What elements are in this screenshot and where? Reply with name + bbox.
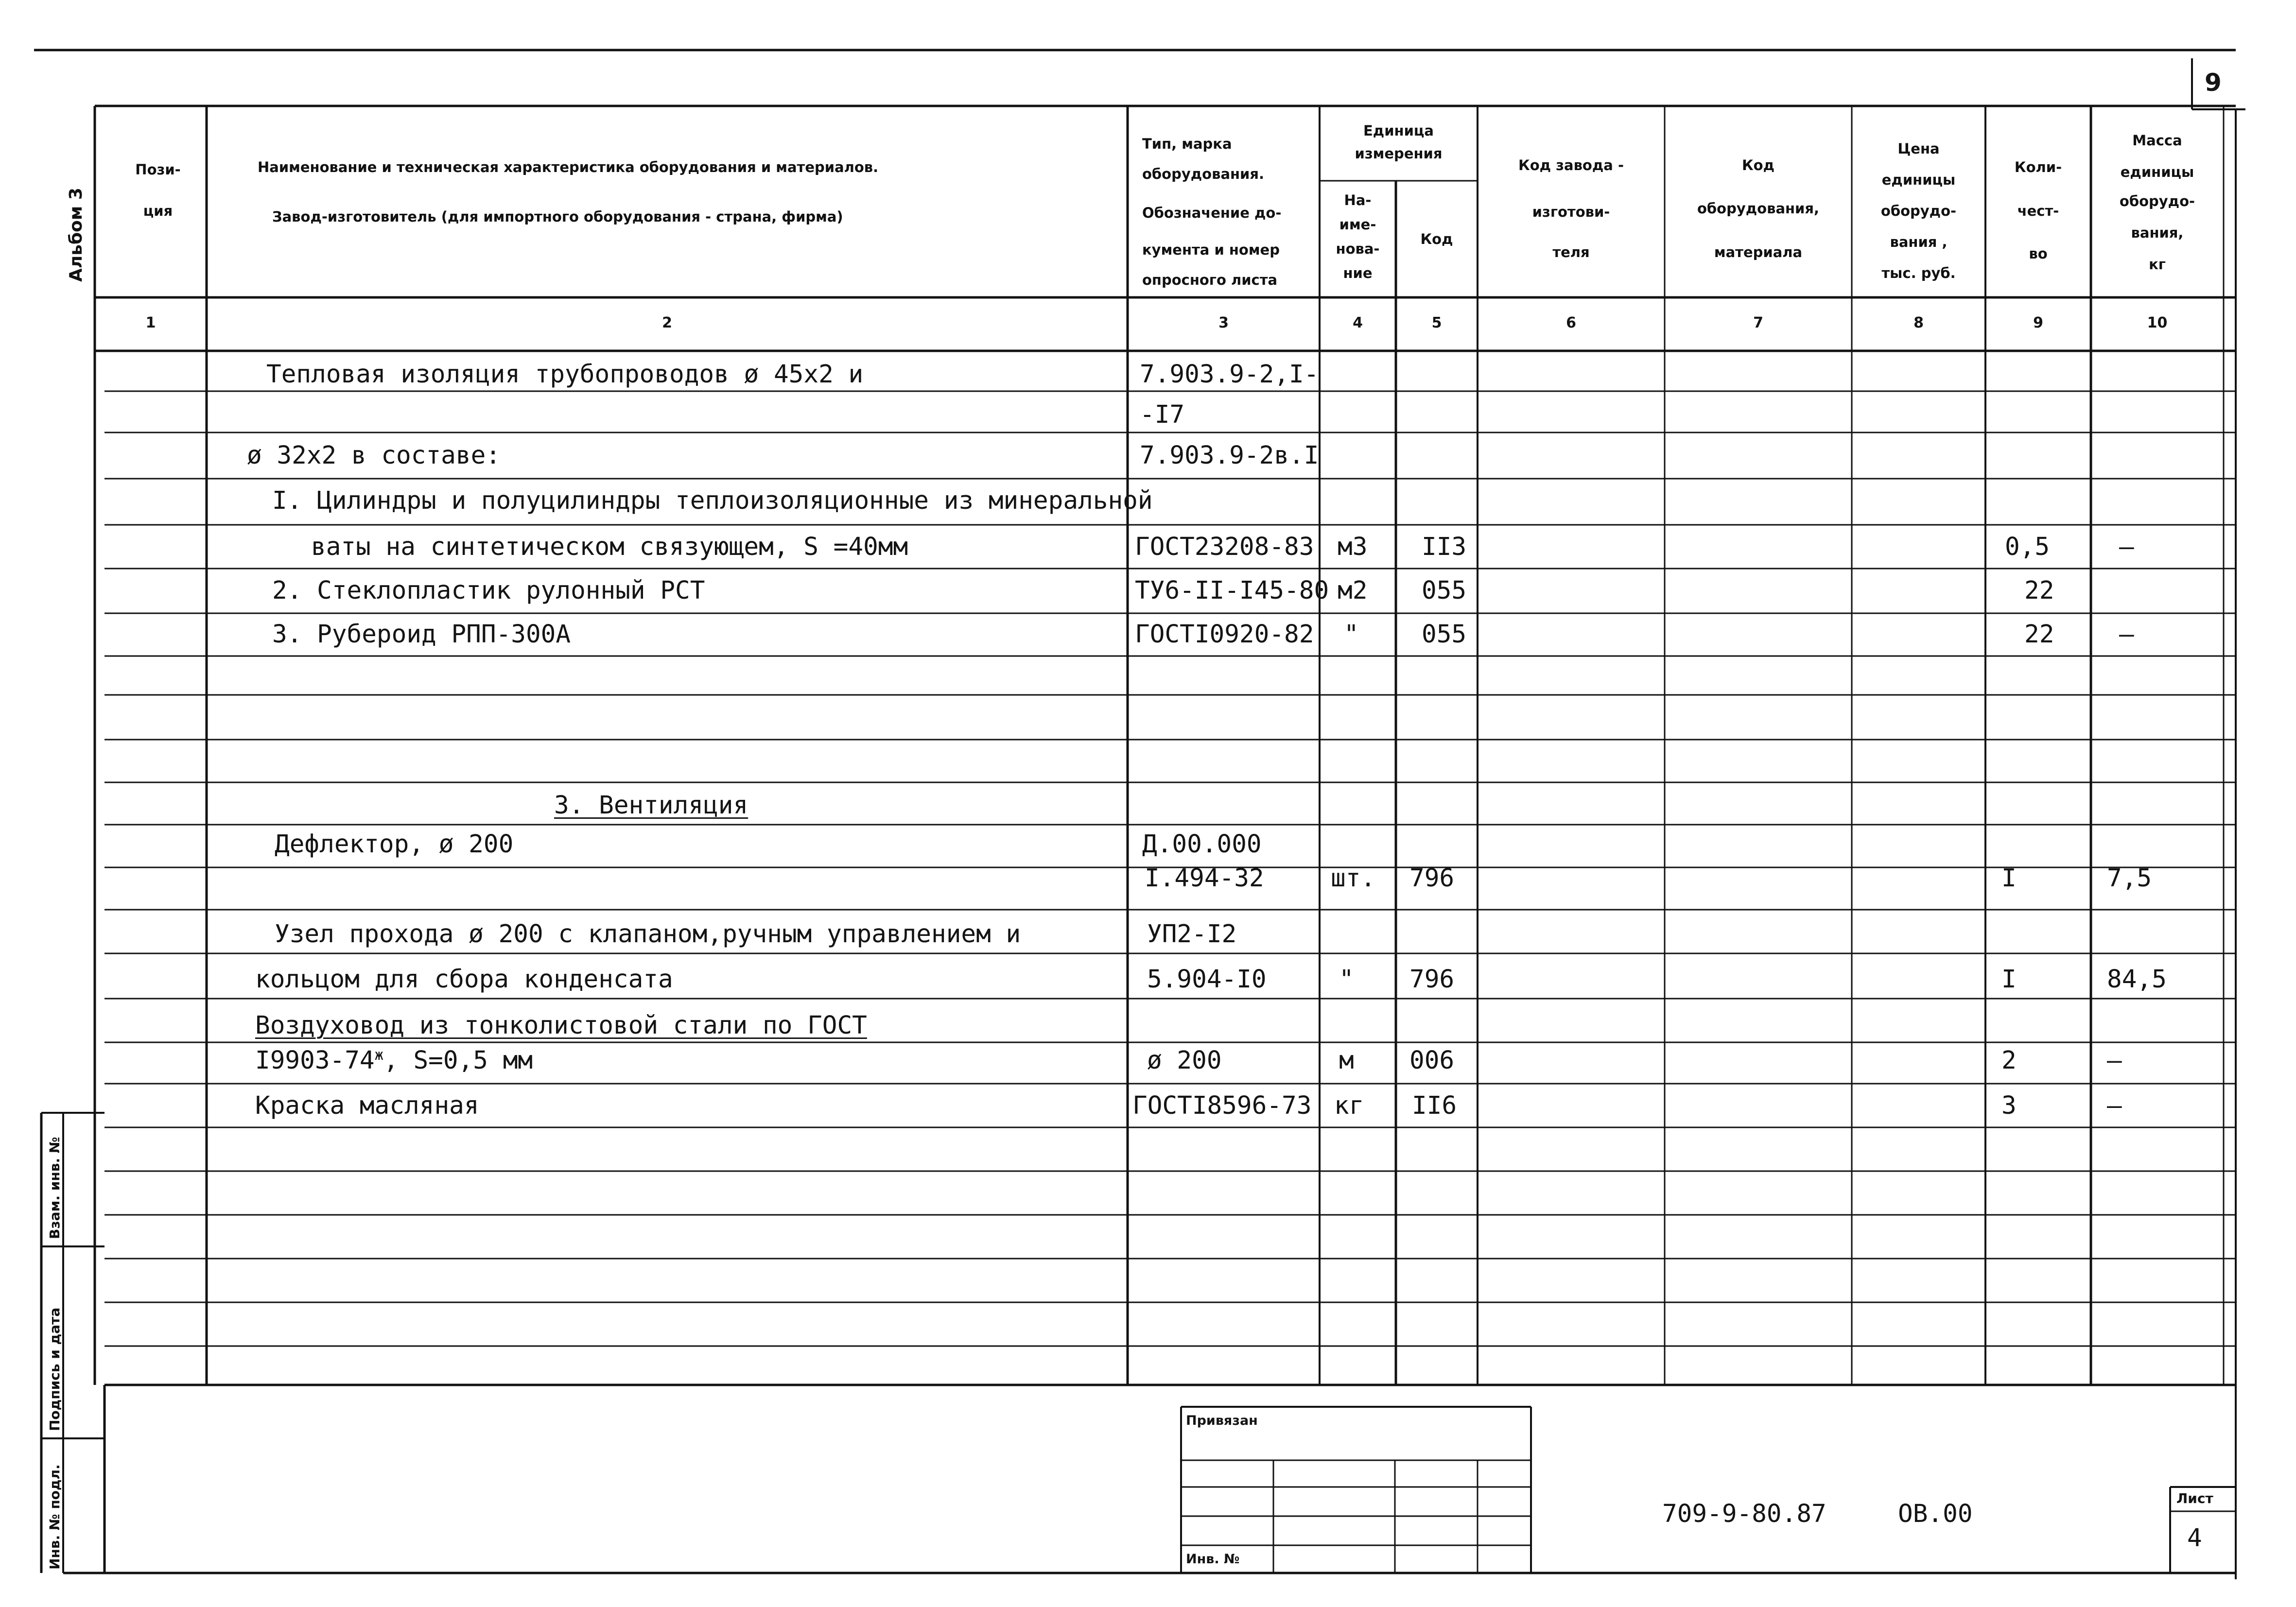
row2-6-type: ø 200 [1147,1046,1222,1075]
header-type-l2: оборудования. [1142,166,1265,182]
colnum-10: 10 [2147,314,2168,331]
header-name-l2: Завод-изготовитель (для импортного оборудования - страна, фирма) [272,208,843,225]
row2-4-qty: I [2001,965,2017,994]
row2-6-name: I9903-74 [255,1046,375,1075]
row2-7-unit: кг [1334,1091,1364,1120]
row-6-unit: м2 [1338,576,1368,605]
row-6-qty: 22 [2024,576,2054,605]
header-unit-code: Код [1420,231,1453,247]
colnum-2: 2 [662,314,672,331]
row-5-qty: 0,5 [2005,533,2050,561]
header-factory-l2: изготови- [1532,204,1610,220]
row2-2-qty: I [2001,864,2017,893]
header-unit-name-l3: нова- [1336,241,1380,257]
row-2-type: -I7 [1140,400,1185,429]
row-5-code: II3 [1422,533,1467,561]
colnum-5: 5 [1431,314,1442,331]
header-type-l5: опросного листа [1142,272,1278,288]
header-equipment-l2: оборудования, [1697,200,1820,217]
row-3-name: ø 32х2 в составе: [247,441,501,470]
colnum-3: 3 [1218,314,1229,331]
header-equipment-l1: Код [1741,157,1775,173]
side-signature-date: Подпись и дата [47,1307,63,1431]
header-unit-name-l2: име- [1339,216,1376,233]
header-price-l2: единицы [1881,172,1956,188]
row2-7-code: II6 [1412,1091,1457,1120]
stamp-doc-code: 709-9-80.87 [1662,1500,1826,1528]
header-price-l3: оборудо- [1880,203,1957,219]
stamp-bound: Привязан [1186,1413,1258,1428]
header-price-l4: вания , [1890,234,1948,250]
row2-6-name-sup: ж [374,1047,384,1064]
header-qty-l1: Коли- [2014,159,2062,175]
row2-4-name: кольцом для сбора конденсата [255,965,673,994]
row2-2-mass: 7,5 [2107,864,2152,893]
row-7-type: ГОСТI0920-82 [1135,620,1314,649]
row-7-code: 055 [1422,620,1467,649]
header-mass-l1: Масса [2132,132,2182,149]
header-equipment-l3: материала [1714,244,1803,260]
colnum-4: 4 [1353,314,1363,331]
side-inv-original: Инв. № подл. [47,1464,63,1570]
header-qty-l3: во [2029,245,2048,262]
row-5-type: ГОСТ23208-83 [1135,533,1314,561]
colnum-8: 8 [1913,314,1924,331]
row2-6-name-tail: , S=0,5 мм [383,1046,533,1075]
colnum-6: 6 [1566,314,1576,331]
row2-2-code: 796 [1409,864,1455,893]
row-3-type: 7.903.9-2в.I [1140,441,1319,470]
row2-6-qty: 2 [2001,1046,2017,1075]
page-number: 9 [2205,69,2222,97]
header-mass-l2: единицы [2120,164,2194,180]
row2-3-name: Узел прохода ø 200 с клапаном,ручным управлением и [275,920,1021,949]
header-price-l5: тыс. руб. [1881,265,1956,281]
header-position-l2: ция [143,203,173,219]
row2-6-name-wrap [255,1048,533,1073]
row-7-name: 3. Рубероид РПП-300А [272,620,571,649]
row2-5-name: Воздуховод из тонколистовой стали по ГОСТ [255,1011,867,1040]
row-1-type: 7.903.9-2,I- [1140,360,1319,389]
row2-4-unit: " [1339,965,1354,994]
row2-7-qty: 3 [2001,1091,2017,1120]
row-6-type: ТУ6-II-I45-80 [1135,576,1329,605]
row2-4-mass: 84,5 [2107,965,2167,994]
album-label: Альбом 3 [66,188,86,282]
stamp-sheet-label: Лист [2176,1490,2213,1506]
header-position-l1: Пози- [135,161,181,178]
stamp-doc-suffix: ОВ.00 [1898,1500,1973,1528]
side-replaced-inv: Взам. инв. № [47,1137,63,1239]
header-mass-l3: оборудо- [2119,193,2195,209]
row2-6-mass: – [2107,1046,2122,1075]
row-7-unit: " [1344,620,1359,649]
header-factory-l3: теля [1552,244,1590,260]
header-name-l1: Наименование и техническая характеристика оборудования и материалов. [258,159,879,175]
colnum-7: 7 [1753,314,1763,331]
colnum-9: 9 [2033,314,2043,331]
row-4-name: I. Цилиндры и полуцилиндры теплоизоляционные из минеральной [272,486,1153,515]
row-6-name: 2. Стеклопластик рулонный РСТ [272,576,705,605]
header-unit-l1: Единица [1363,122,1434,139]
row-5-name: ваты на синтетическом связующем, S =40мм [311,533,908,561]
row2-7-type: ГОСТI8596-73 [1132,1091,1312,1120]
header-mass-l4: вания, [2131,225,2184,241]
header-factory-l1: Код завода - [1518,157,1624,173]
row2-2-unit: шт. [1331,864,1376,893]
row2-1-type: Д.00.000 [1142,830,1262,859]
row-7-qty: 22 [2024,620,2054,649]
header-qty-l2: чест- [2017,203,2059,219]
row2-2-type: I.494-32 [1145,864,1264,893]
row2-6-unit: м [1339,1046,1354,1075]
row2-3-type: УП2-I2 [1147,920,1237,949]
row2-4-code: 796 [1409,965,1455,994]
header-type-l1: Тип, марка [1142,136,1232,152]
header-unit-name-l1: На- [1344,192,1372,208]
row-1-name: Тепловая изоляция трубопроводов ø 45х2 и [266,360,864,389]
row2-6-code: 006 [1409,1046,1455,1075]
row2-1-name: Дефлектор, ø 200 [275,830,514,859]
stamp-sheet-number: 4 [2187,1524,2202,1553]
section-title: 3. Вентиляция [554,791,748,820]
header-type-l4: кумента и номер [1142,242,1280,258]
row-5-unit: м3 [1338,533,1368,561]
header-type-l3: Обозначение до- [1142,205,1282,221]
header-unit-name-l4: ние [1343,265,1373,281]
colnum-1: 1 [145,314,156,331]
row2-7-name: Краска масляная [255,1091,479,1120]
header-unit-l2: измерения [1355,145,1443,162]
row-5-mass: – [2119,533,2134,561]
row-6-code: 055 [1422,576,1467,605]
header-price-l1: Цена [1897,140,1940,157]
row2-7-mass: – [2107,1091,2122,1120]
row2-4-type: 5.904-I0 [1147,965,1267,994]
header-mass-l5: кг [2149,256,2166,273]
row-7-mass: – [2119,620,2134,649]
stamp-inv: Инв. № [1186,1552,1240,1567]
